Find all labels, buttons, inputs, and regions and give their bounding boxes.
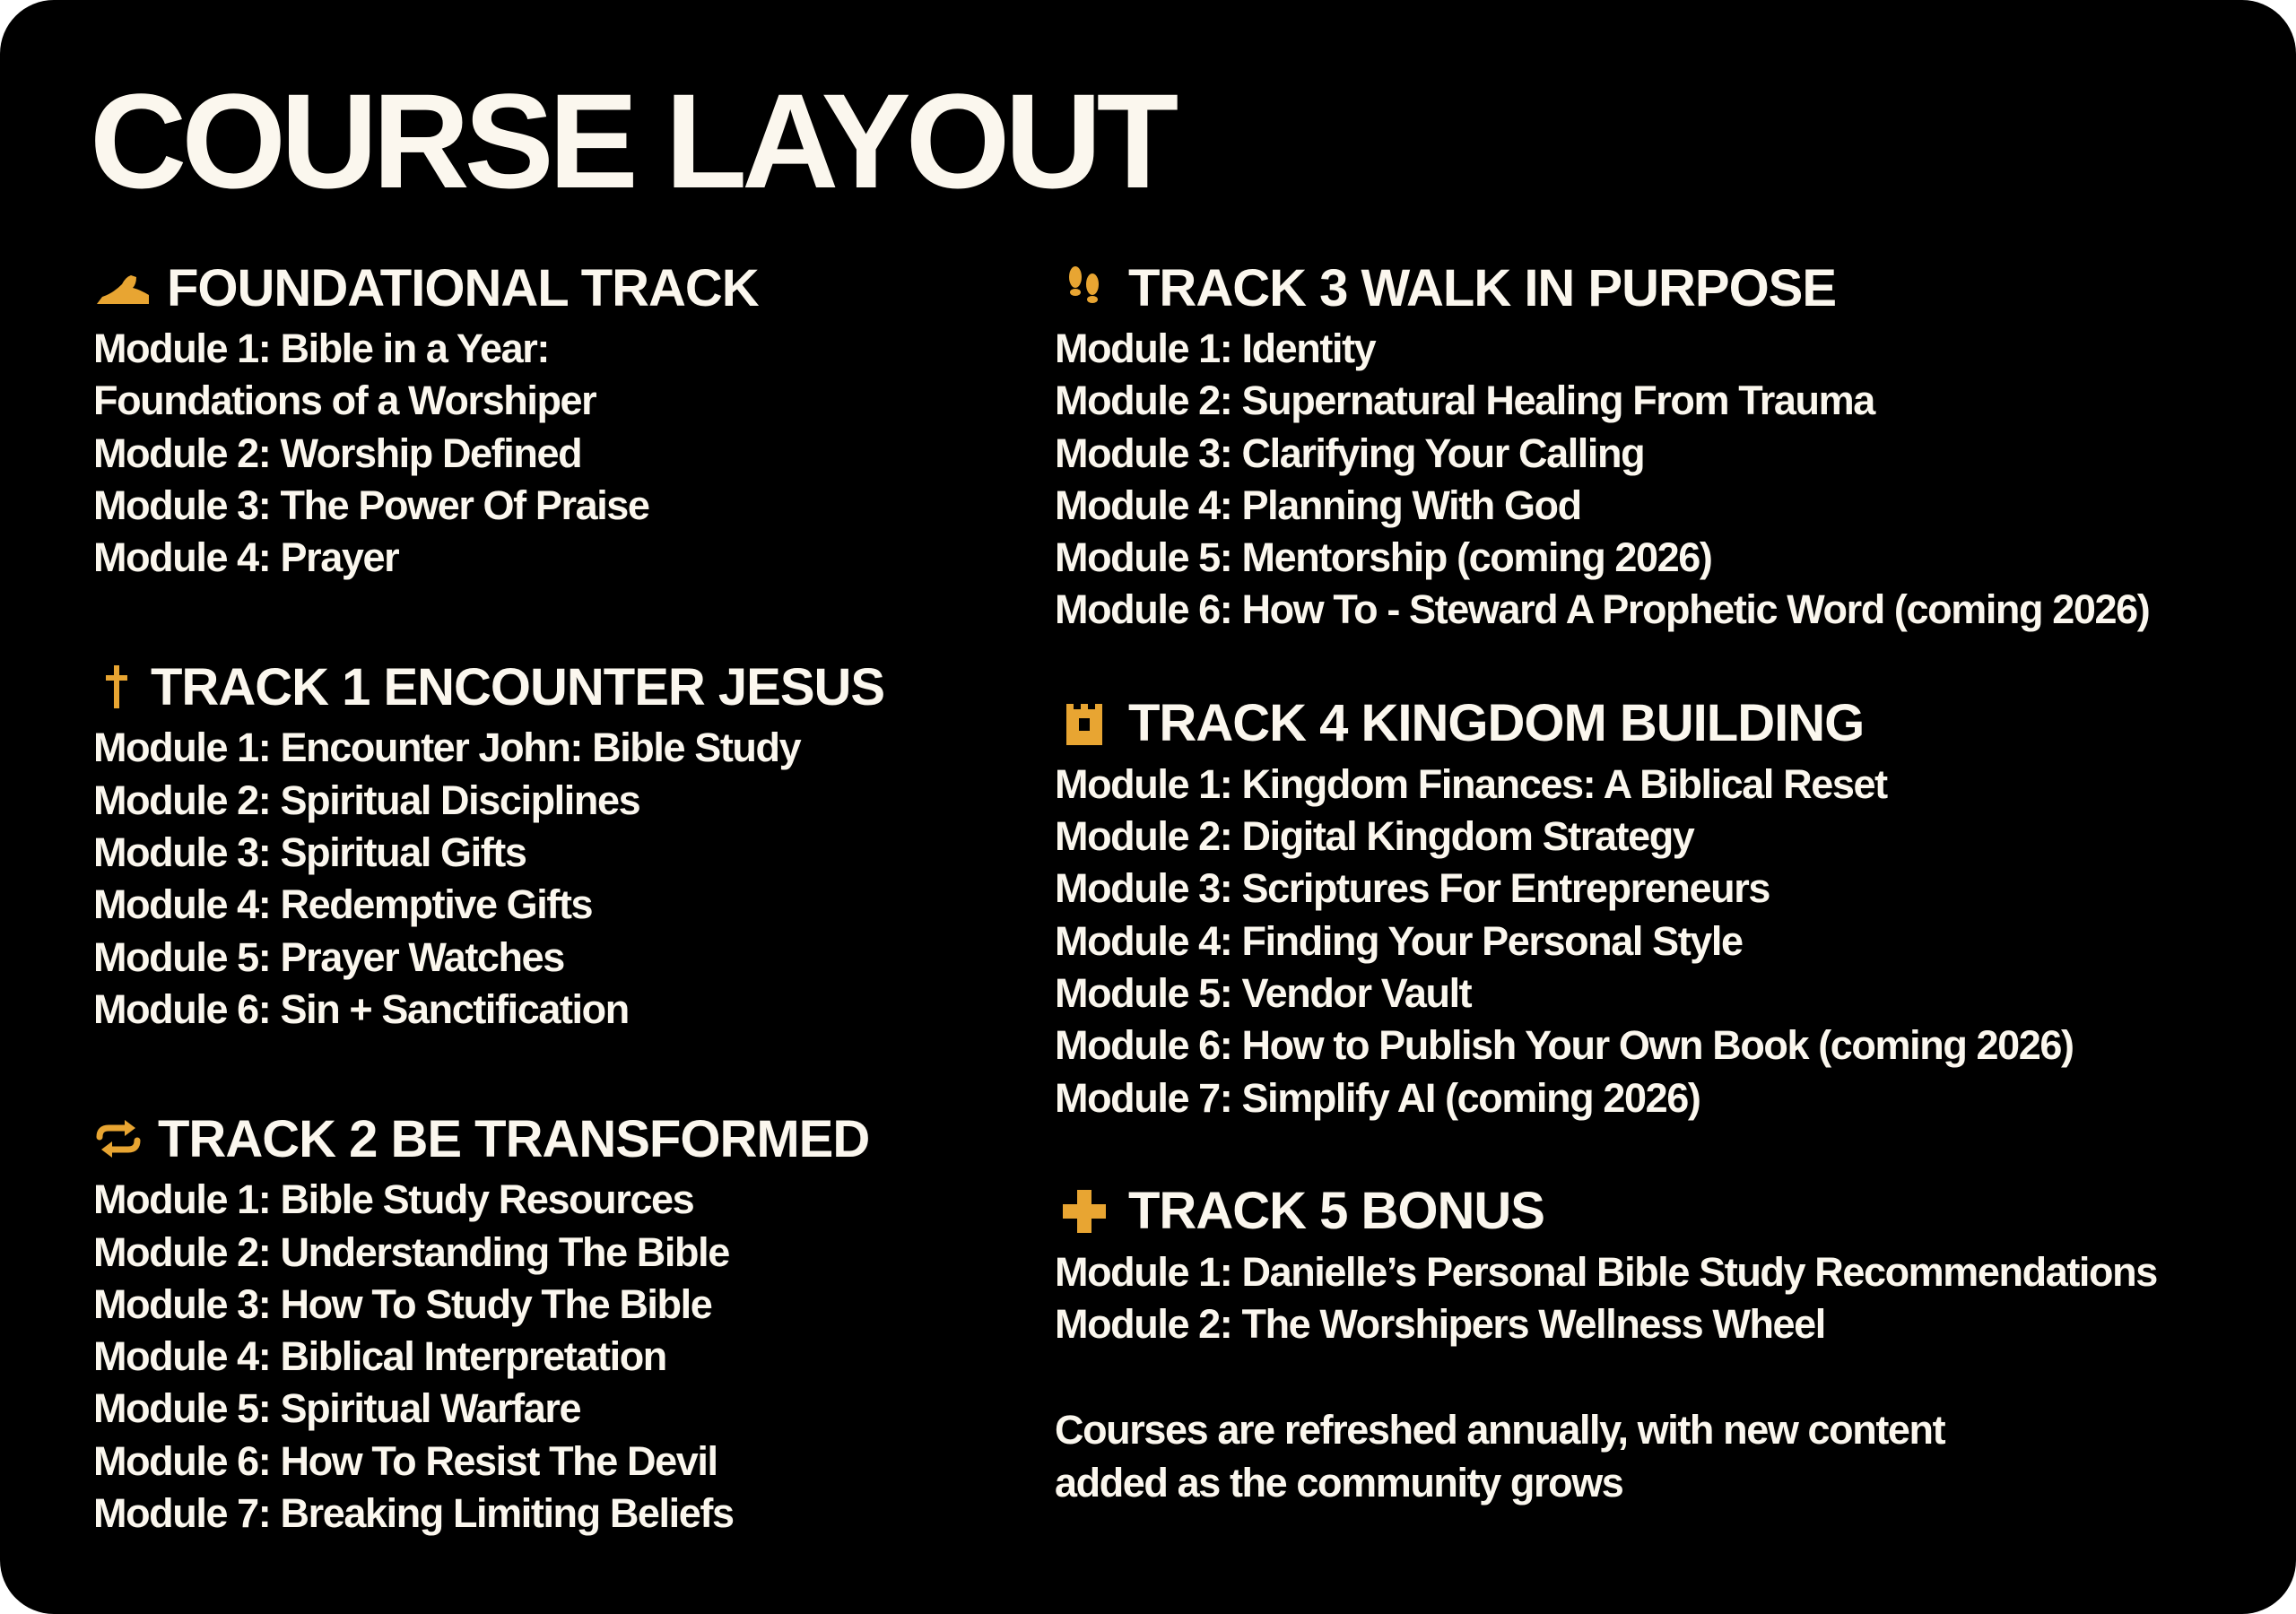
left-column — [93, 253, 1026, 1540]
track-title: TRACK 2 BE TRANSFORMED — [158, 1109, 870, 1168]
module-item: Module 4: Prayer — [93, 534, 399, 581]
track-header — [93, 253, 1026, 323]
refresh-note — [1055, 1404, 2257, 1509]
note-line: added as the community grows — [1055, 1459, 1623, 1506]
castle-icon — [1055, 694, 1114, 753]
spacer — [93, 1036, 1026, 1104]
repeat-arrows-icon — [93, 1109, 144, 1168]
module-list — [93, 323, 1026, 584]
module-item: Module 4: Redemptive Gifts — [93, 881, 593, 928]
module-item: Module 3: The Power Of Praise — [93, 482, 649, 528]
spacer — [1055, 637, 2257, 689]
module-item: Module 4: Planning With God — [1055, 482, 1581, 528]
page-title: COURSE LAYOUT — [90, 65, 1174, 216]
module-list — [1055, 323, 2257, 637]
module-list — [1055, 1246, 2257, 1351]
module-item: Module 4: Finding Your Personal Style — [1055, 917, 1743, 964]
module-item: Module 5: Mentorship (coming 2026) — [1055, 534, 1712, 581]
module-item: Module 2: Digital Kingdom Strategy — [1055, 813, 1694, 860]
track-header — [1055, 689, 2257, 759]
right-column — [1055, 253, 2257, 1509]
module-item: Module 1: Bible Study Resources — [93, 1176, 694, 1223]
track-header — [93, 1104, 1026, 1174]
track-walk-in-purpose — [1055, 253, 2257, 637]
track-foundational — [93, 253, 1026, 584]
module-item: Module 6: How To - Steward A Prophetic Word (coming 2026) — [1055, 586, 2150, 633]
module-item: Module 4: Biblical Interpretation — [93, 1333, 666, 1380]
track-kingdom-building — [1055, 689, 2257, 1124]
module-item: Module 2: Worship Defined — [93, 430, 582, 476]
module-item: Module 1: Identity — [1055, 325, 1376, 371]
cross-icon — [97, 657, 136, 716]
module-item: Module 1: Encounter John: Bible Study — [93, 725, 801, 771]
track-header — [1055, 253, 2257, 323]
spacer — [1055, 1124, 2257, 1176]
module-item: Module 2: Spiritual Disciplines — [93, 777, 640, 823]
module-item: Module 6: Sin + Sanctification — [93, 985, 629, 1032]
track-header — [1055, 1176, 2257, 1246]
module-list — [93, 1174, 1026, 1540]
track-title: TRACK 1 ENCOUNTER JESUS — [151, 657, 885, 716]
module-item: Module 3: How To Study The Bible — [93, 1280, 712, 1327]
module-item: Module 5: Vendor Vault — [1055, 969, 1472, 1016]
footprints-icon — [1055, 258, 1114, 317]
plus-icon — [1055, 1182, 1114, 1241]
module-item: Module 2: The Worshipers Wellness Wheel — [1055, 1301, 1825, 1348]
track-title: TRACK 3 WALK IN PURPOSE — [1128, 258, 1837, 317]
module-item: Module 6: How to Publish Your Own Book (coming 2026) — [1055, 1022, 2074, 1069]
module-list — [93, 722, 1026, 1036]
module-item: Module 3: Clarifying Your Calling — [1055, 430, 1645, 476]
module-item: Module 7: Simplify AI (coming 2026) — [1055, 1074, 1700, 1121]
track-encounter-jesus — [93, 652, 1026, 1036]
spacer — [93, 584, 1026, 652]
module-item: Module 3: Scriptures For Entrepreneurs — [1055, 865, 1770, 912]
module-item: Module 3: Spiritual Gifts — [93, 829, 526, 876]
track-title: FOUNDATIONAL TRACK — [167, 258, 759, 317]
track-header — [93, 652, 1026, 722]
module-item: Module 2: Supernatural Healing From Trauma — [1055, 377, 1874, 424]
module-item: Module 1: Kingdom Finances: A Biblical Reset — [1055, 760, 1887, 807]
module-item: Module 6: How To Resist The Devil — [93, 1437, 718, 1484]
module-list — [1055, 759, 2257, 1124]
module-item: Module 2: Understanding The Bible — [93, 1228, 729, 1275]
module-item: Foundations of a Worshiper — [93, 377, 596, 424]
track-bonus — [1055, 1176, 2257, 1351]
module-item: Module 5: Spiritual Warfare — [93, 1385, 581, 1432]
module-item: Module 1: Danielle’s Personal Bible Study Recommendations — [1055, 1248, 2157, 1295]
module-item: Module 1: Bible in a Year: — [93, 325, 549, 371]
module-item: Module 5: Prayer Watches — [93, 933, 564, 980]
shoe-icon — [93, 258, 152, 317]
track-title: TRACK 5 BONUS — [1128, 1182, 1544, 1241]
track-title: TRACK 4 KINGDOM BUILDING — [1128, 694, 1865, 753]
note-line: Courses are refreshed annually, with new content — [1055, 1407, 1945, 1453]
module-item: Module 7: Breaking Limiting Beliefs — [93, 1490, 734, 1537]
track-be-transformed — [93, 1104, 1026, 1540]
